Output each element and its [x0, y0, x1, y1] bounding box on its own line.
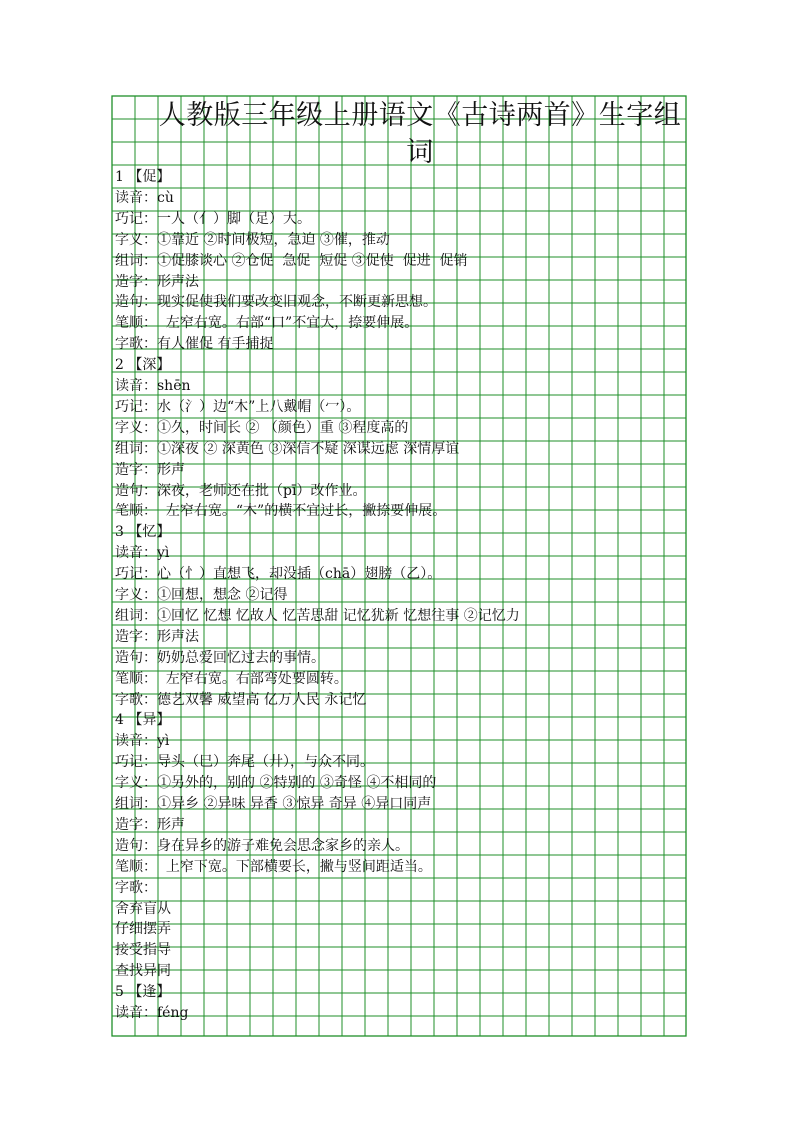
document-line: 读音：yì — [115, 545, 170, 562]
document-line: 舍弃盲从 — [115, 900, 171, 917]
document-line: 造字：形声 — [115, 461, 185, 478]
document-line: 字义：①另外的，别的 ②特别的 ③奇怪 ④不相同的 — [115, 775, 437, 792]
document-line: 查找异同 — [115, 963, 171, 980]
document-line: 字歌：德艺双馨 威望高 亿万人民 永记忆 — [115, 691, 367, 708]
document-line: 巧记：心（忄）直想飞，却没插（chā）翅膀（乙）。 — [115, 566, 442, 583]
document-line: 造字：形声法 — [115, 273, 199, 290]
document-line: 巧记：一人（亻）脚（足）大。 — [115, 210, 311, 227]
document-line: 笔顺： 左窄右宽。右部“口”不宜大，捺要伸展。 — [115, 315, 419, 332]
document-line: 字义：①久，时间长 ② （颜色）重 ③程度高的 — [115, 419, 409, 436]
title-line-1: 人教版三年级上册语文《古诗两首》生字组 — [158, 100, 682, 131]
document-line: 造句：奶奶总爱回忆过去的事情。 — [115, 649, 325, 666]
document-line: 读音：shēn — [115, 378, 191, 394]
document-line: 笔顺： 上窄下宽。下部横要长，撇与竖间距适当。 — [115, 858, 432, 875]
document-line: 造字：形声 — [115, 816, 185, 833]
document-line: 仔细摆弄 — [115, 921, 171, 938]
document-line: 造字：形声法 — [115, 628, 199, 645]
document-line: 造句：深夜，老师还在批（pī）改作业。 — [115, 482, 367, 499]
document-line: 读音：yì — [115, 733, 170, 750]
document-line: 字义：①回想，想念 ②记得 — [115, 587, 288, 603]
document-line: 5 【逢】 — [115, 984, 171, 1001]
document-line: 组词：①异乡 ②异味 异香 ③惊异 奇异 ④异口同声 — [115, 796, 432, 812]
document-line: 巧记：水（氵）边“木”上八戴帽（冖）。 — [115, 398, 361, 415]
document-line: 笔顺： 左窄右宽。“木”的横不宜过长，撇捺要伸展。 — [115, 503, 447, 520]
document-line: 读音：féng — [115, 1005, 189, 1021]
document-line: 3 【忆】 — [115, 524, 171, 541]
document-line: 造句：现实促使我们要改变旧观念，不断更新思想。 — [115, 294, 437, 311]
document-line: 字歌： — [115, 879, 157, 896]
document-line: 1 【促】 — [115, 169, 171, 185]
document-line: 接受指导 — [115, 942, 171, 959]
document-line: 笔顺： 左窄右宽。右部弯处要圆转。 — [115, 670, 348, 687]
document-line: 造句：身在异乡的游子难免会思念家乡的亲人。 — [115, 837, 409, 854]
document-line: 组词：①促膝谈心 ②仓促 急促 短促 ③促使 促进 促销 — [115, 252, 468, 269]
document-line: 字义：①靠近 ②时间极短，急迫 ③催，推动 — [115, 231, 390, 248]
document-line: 2 【深】 — [115, 357, 171, 374]
document-line: 巧记：导头（巳）奔尾（廾），与众不同。 — [115, 754, 374, 771]
document-line: 4 【异】 — [115, 712, 171, 729]
document-line: 字歌：有人催促 有手捕捉 — [115, 336, 274, 353]
title-line-2: 词 — [406, 137, 434, 168]
document-line: 读音：cù — [115, 189, 174, 206]
document-line: 组词：①回忆 忆想 忆故人 忆苦思甜 记忆犹新 忆想往事 ②记忆力 — [115, 607, 520, 624]
document-line: 组词：①深夜 ② 深黄色 ③深信不疑 深谋远虑 深情厚谊 — [115, 440, 460, 457]
